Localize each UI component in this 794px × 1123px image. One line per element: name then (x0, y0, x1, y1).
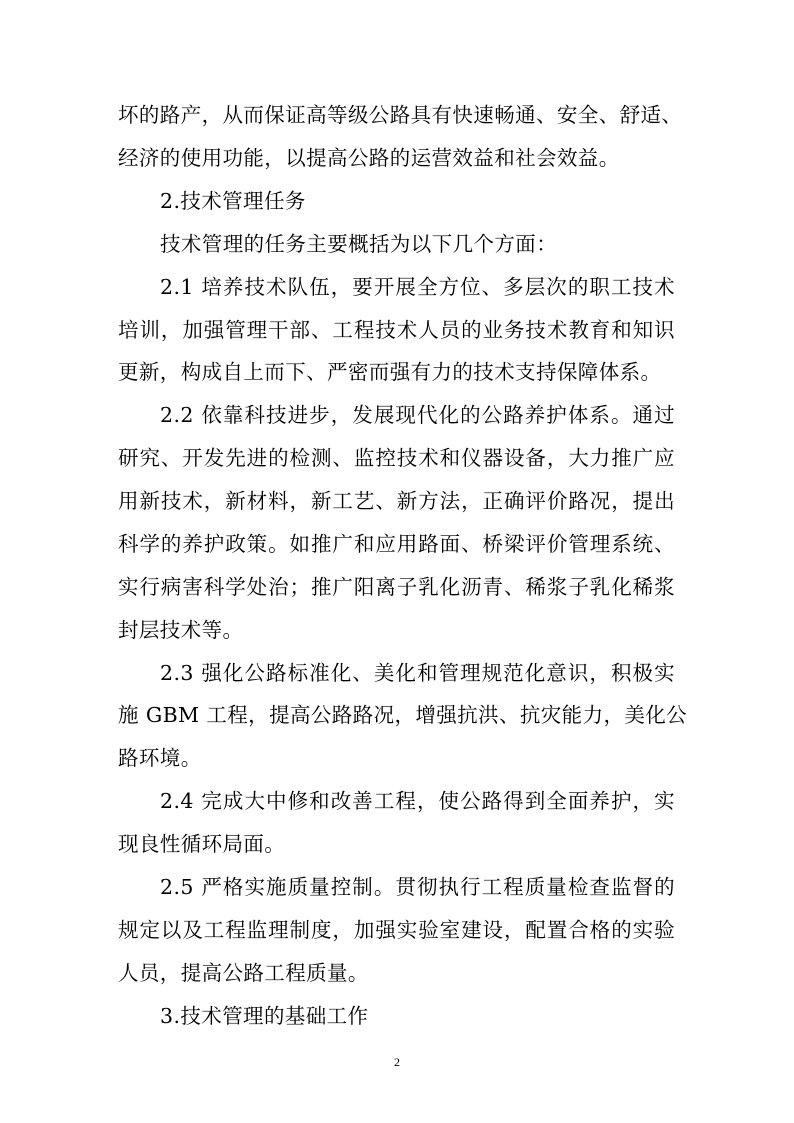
body-text-line: 2.3 强化公路标准化、美化和管理规范化意识，积极实 (160, 661, 675, 685)
body-text-line: 现良性循环局面。 (118, 832, 286, 856)
body-text-line: 研究、开发先进的检测、监控技术和仪器设备，大力推广应 (118, 446, 675, 470)
section-heading: 3.技术管理的基础工作 (160, 1004, 369, 1028)
section-heading: 2.技术管理任务 (160, 189, 306, 213)
body-text-line: 2.1 培养技术队伍，要开展全方位、多层次的职工技术 (160, 275, 675, 299)
page-number: 2 (394, 1055, 400, 1069)
body-text-line: 施 GBM 工程，提高公路路况，增强抗洪、抗灾能力，美化公 (118, 703, 688, 727)
body-text-line: 培训，加强管理干部、工程技术人员的业务技术教育和知识 (118, 318, 675, 342)
body-text-line: 技术管理的任务主要概括为以下几个方面： (160, 232, 558, 256)
body-text-line: 人员，提高公路工程质量。 (118, 961, 369, 985)
body-text-line: 封层技术等。 (118, 618, 244, 642)
body-text-line: 实行病害科学处治；推广阳离子乳化沥青、稀浆子乳化稀浆 (118, 575, 675, 599)
body-text-line: 路环境。 (118, 746, 202, 770)
body-text-line: 2.5 严格实施质量控制。贯彻执行工程质量检查监督的 (160, 875, 675, 899)
body-text-line: 经济的使用功能，以提高公路的运营效益和社会效益。 (118, 146, 620, 170)
body-text-line: 科学的养护政策。如推广和应用路面、桥梁评价管理系统、 (118, 532, 675, 556)
body-text-line: 2.2 依靠科技进步，发展现代化的公路养护体系。通过 (160, 403, 675, 427)
body-text-line: 坏的路产，从而保证高等级公路具有快速畅通、安全、舒适、 (118, 103, 683, 127)
body-text-line: 更新，构成自上而下、严密而强有力的技术支持保障体系。 (118, 360, 662, 384)
body-text-line: 用新技术，新材料，新工艺、新方法，正确评价路况，提出 (118, 489, 675, 513)
body-text-line: 2.4 完成大中修和改善工程，使公路得到全面养护，实 (160, 789, 675, 813)
body-text-line: 规定以及工程监理制度，加强实验室建设，配置合格的实验 (118, 918, 675, 942)
